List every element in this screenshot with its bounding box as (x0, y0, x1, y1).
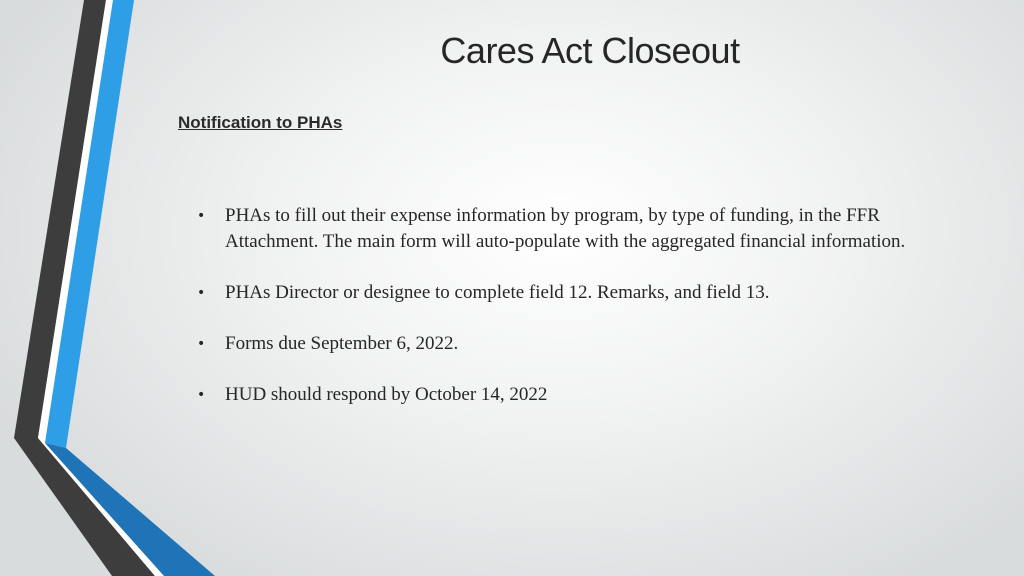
bullet-dot-icon: • (197, 387, 206, 403)
bullet-item (197, 331, 942, 357)
slide-title: Cares Act Closeout (440, 30, 740, 71)
bullet-text: PHAs Director or designee to complete field 12. Remarks, and field 13. (225, 282, 770, 303)
section-heading: Notification to PHAs (178, 113, 343, 132)
bullet-dot-icon: • (197, 208, 206, 224)
bullet-item (197, 203, 942, 255)
bullet-text: PHAs to fill out their expense information by program, by type of funding, in the FFR Attachment. The main form will auto-populate with the aggregated financial information. (225, 205, 906, 252)
bullet-dot-icon: • (197, 336, 206, 352)
bullet-item (197, 280, 942, 306)
bullet-dot-icon: • (197, 285, 206, 301)
bullet-text: Forms due September 6, 2022. (225, 333, 459, 354)
bullet-item (197, 382, 942, 408)
bullet-list (197, 203, 942, 433)
bullet-text: HUD should respond by October 14, 2022 (225, 384, 548, 405)
